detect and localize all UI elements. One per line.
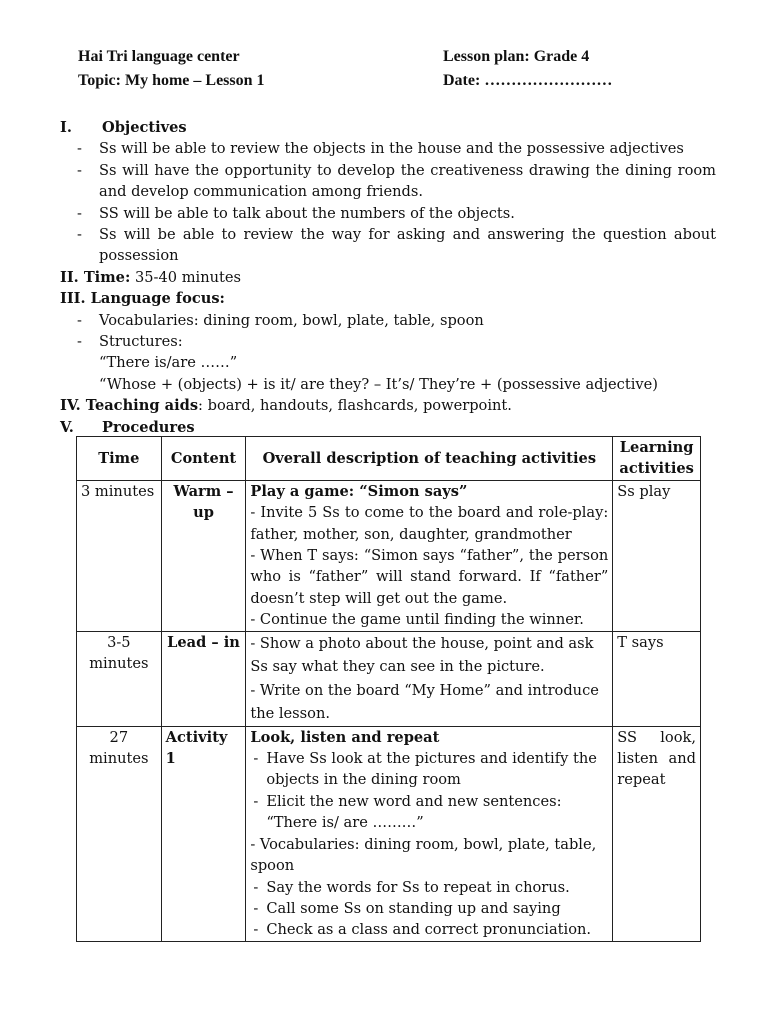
- objectives-heading: I. Objectives: [60, 119, 187, 136]
- row-content: Warm – up: [161, 480, 246, 631]
- language-focus-heading: III. Language focus:: [60, 290, 225, 308]
- header-learning: Learning activities: [613, 437, 701, 481]
- header-left: [78, 45, 265, 93]
- structure-2: “Whose + (objects) + is it/ are they? – It’s/ They’re + (possessive adjective): [99, 375, 658, 393]
- header-content: Content: [161, 437, 246, 481]
- procedures-heading: V. Procedures: [60, 418, 195, 436]
- lesson-body: [60, 117, 716, 438]
- row-time: 3 minutes: [77, 480, 162, 631]
- row-description: Look, listen and repeat - Have Ss look at the pictures and identify the objects in the dining room - Elicit the new word and new sentences: “There is/ are ………” - Vocabularies: dining room, bowl, plate, table, spoon - Say the words for Ss to repeat in chorus. - Call some Ss on standing up and saying - Check as a class and correct pronunciation.: [246, 726, 613, 941]
- row-learning: Ss play: [613, 480, 701, 631]
- objective-item: - Ss will be able to review the way for asking and answering the question about possession: [77, 226, 716, 265]
- row-time: 27 minutes: [77, 726, 162, 941]
- time-section: II. Time: 35-40 minutes: [60, 268, 241, 286]
- objective-item: - Ss will be able to review the objects in the house and the possessive adjectives: [77, 140, 684, 158]
- table-row: [77, 726, 701, 941]
- table-row: [77, 631, 701, 726]
- row-learning: SS look, listen and repeat: [613, 726, 701, 941]
- row-time: 3-5 minutes: [77, 631, 162, 726]
- header-time: Time: [77, 437, 162, 481]
- row-learning: T says: [613, 631, 701, 726]
- procedures-table: [76, 436, 701, 942]
- topic: Topic: My home – Lesson 1: [78, 72, 265, 89]
- vocab-item: - Vocabularies: dining room, bowl, plate, table, spoon: [77, 311, 484, 329]
- table-header-row: [77, 437, 701, 481]
- table-row: [77, 480, 701, 631]
- date-field: Date: ……………………: [443, 72, 613, 89]
- lesson-plan-grade: Lesson plan: Grade 4: [443, 48, 590, 65]
- center-name: Hai Tri language center: [78, 48, 240, 65]
- row-content: Lead – in: [161, 631, 246, 726]
- structure-1: “There is/are ……”: [99, 354, 238, 372]
- teaching-aids: IV. Teaching aids: board, handouts, flashcards, powerpoint.: [60, 397, 512, 415]
- row-description: - Show a photo about the house, point and ask Ss say what they can see in the picture. - Write on the board “My Home” and introduce the lesson.: [246, 631, 613, 726]
- row-description: Play a game: “Simon says” - Invite 5 Ss to come to the board and role-play: father, mother, son, daughter, grandmother - When T says: “Simon says “father”, the person who is “father” will stand forward. If “father” doesn’t step will get out the game. - Continue the game until finding the winner.: [246, 480, 613, 631]
- objective-item: - Ss will have the opportunity to develop the creativeness drawing the dining room and develop communication among friends.: [77, 161, 716, 201]
- header-description: Overall description of teaching activities: [246, 437, 613, 481]
- objective-item: - SS will be able to talk about the numbers of the objects.: [77, 204, 515, 222]
- row-content: Activity 1: [161, 726, 246, 941]
- structures-item: - Structures:: [77, 333, 183, 351]
- header-right: [443, 45, 612, 93]
